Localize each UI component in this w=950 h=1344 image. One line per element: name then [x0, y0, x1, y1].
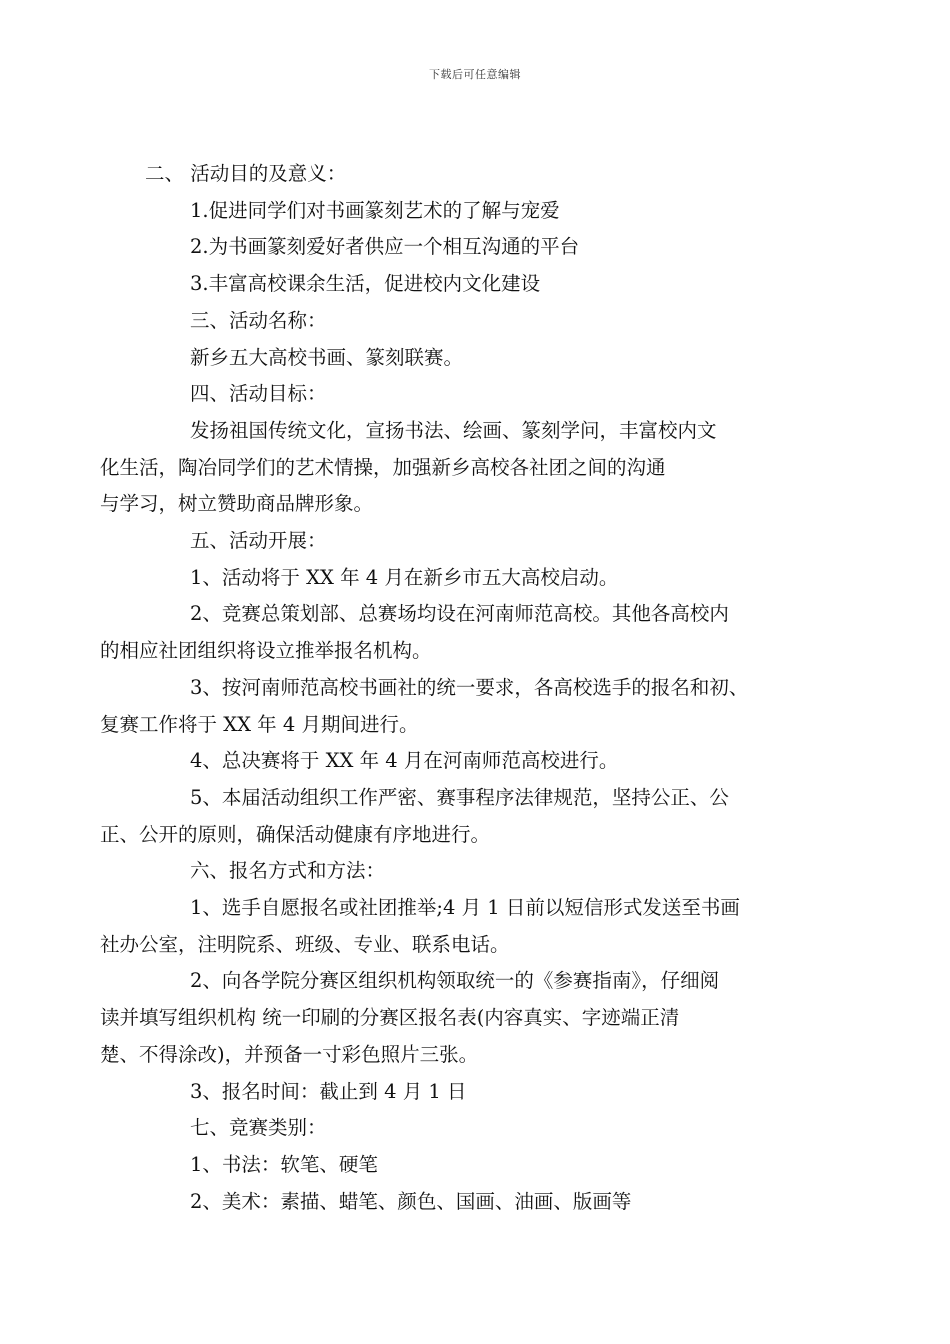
- page-header-note: 下载后可任意编辑: [429, 68, 521, 81]
- text-line: 三、活动名称：: [190, 308, 327, 332]
- text-line: 发扬祖国传统文化，宣扬书法、绘画、篆刻学问，丰富校内文: [190, 418, 717, 442]
- paragraph: [145, 229, 810, 266]
- paragraph: [145, 743, 810, 780]
- section-heading-6: [145, 853, 810, 890]
- text-line: 2.为书画篆刻爱好者供应一个相互沟通的平台: [190, 235, 580, 259]
- text-line: 1、书法：软笔、硬笔: [190, 1152, 378, 1176]
- text-line: 2、向各学院分赛区组织机构领取统一的《参赛指南》，仔细阅: [190, 969, 720, 993]
- paragraph: [145, 266, 810, 303]
- section-heading-2: 二、 活动目的及意义：: [145, 162, 347, 185]
- text-line: 四、活动目标：: [190, 382, 327, 406]
- text-line: 5、本届活动组织工作严密、赛事程序法律规范，坚持公正、公: [190, 785, 729, 809]
- text-line: 4、总决赛将于 XX 年 4 月在河南师范高校进行。: [190, 749, 619, 773]
- text-line: 2、美术：素描、蜡笔、颜色、国画、油画、版画等: [190, 1189, 632, 1213]
- text-line: 1.促进同学们对书画篆刻艺术的了解与宠爱: [190, 198, 560, 222]
- text-line: 3.丰富高校课余生活，促进校内文化建设: [190, 272, 541, 296]
- text-line: 1、活动将于 XX 年 4 月在新乡市五大高校启动。: [190, 565, 619, 589]
- text-line: 3、报名时间：截止到 4 月 1 日: [190, 1079, 467, 1103]
- paragraph: [100, 780, 810, 853]
- text-line: 新乡五大高校书画、篆刻联赛。: [190, 345, 464, 369]
- paragraph: [145, 560, 810, 597]
- paragraph: [145, 193, 810, 230]
- text-line: 的相应社团组织将设立推举报名机构。: [100, 639, 432, 663]
- paragraph: [145, 1184, 810, 1221]
- text-line: 五、活动开展：: [190, 529, 327, 553]
- paragraph: [145, 1074, 810, 1111]
- paragraph: [100, 596, 810, 669]
- paragraph: [100, 413, 810, 523]
- text-line: 复赛工作将于 XX 年 4 月期间进行。: [100, 712, 419, 736]
- document-body: [100, 156, 810, 1220]
- text-line: 社办公室，注明院系、班级、专业、联系电话。: [100, 932, 510, 956]
- paragraph: [100, 890, 810, 963]
- text-line: 读并填写组织机构 统一印刷的分赛区报名表(内容真实、字迹端正清: [100, 1006, 680, 1030]
- text-line: 与学习，树立赞助商品牌形象。: [100, 492, 374, 516]
- text-line: 2、竞赛总策划部、总赛场均设在河南师范高校。其他各高校内: [190, 602, 729, 626]
- paragraph: [100, 963, 810, 1073]
- section-heading-4: [145, 376, 810, 413]
- paragraph: [145, 1147, 810, 1184]
- paragraph: [145, 340, 810, 377]
- section-heading-5: [145, 523, 810, 560]
- section-heading-3: [145, 303, 810, 340]
- text-line: 3、按河南师范高校书画社的统一要求，各高校选手的报名和初、: [190, 675, 749, 699]
- text-line: 楚、不得涂改)，并预备一寸彩色照片三张。: [100, 1042, 479, 1066]
- text-line: 六、报名方式和方法：: [190, 859, 386, 883]
- paragraph: [100, 670, 810, 743]
- text-line: 1、选手自愿报名或社团推举;4 月 1 日前以短信形式发送至书画: [190, 896, 740, 920]
- text-line: 正、公开的原则，确保活动健康有序地进行。: [100, 822, 491, 846]
- text-line: 化生活，陶冶同学们的艺术情操，加强新乡高校各社团之间的沟通: [100, 455, 666, 479]
- text-line: 七、竞赛类别：: [190, 1116, 327, 1140]
- section-heading-7: [145, 1110, 810, 1147]
